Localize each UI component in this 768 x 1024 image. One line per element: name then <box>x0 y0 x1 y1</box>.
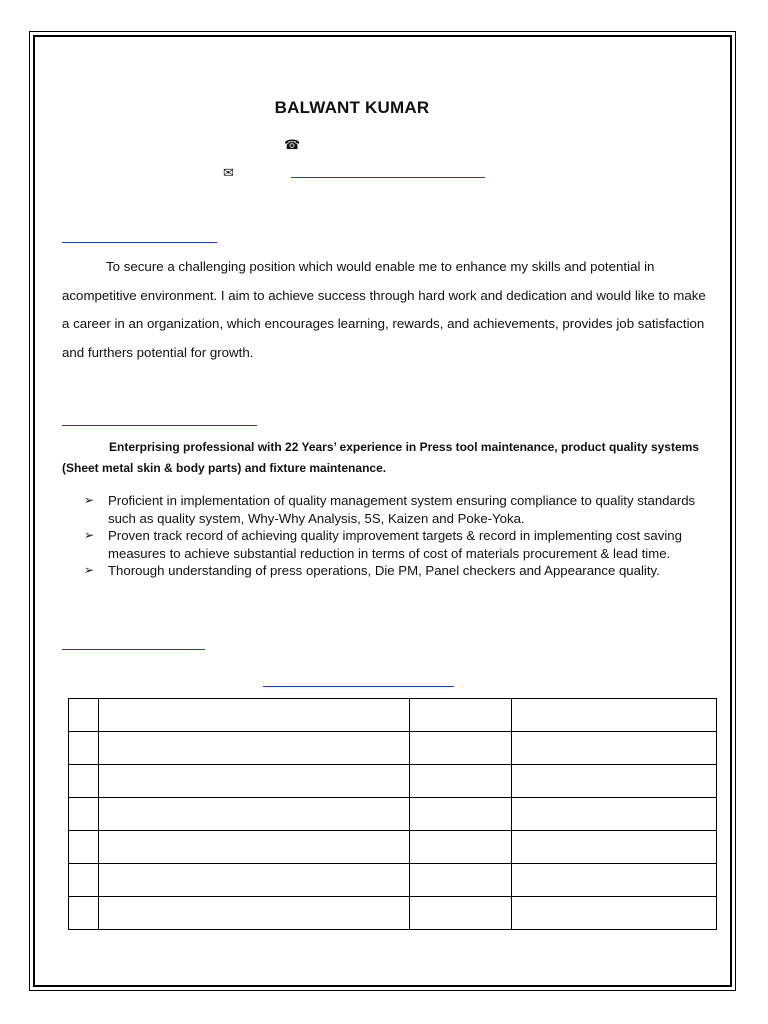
table-cell <box>99 765 410 798</box>
list-item: ➢ Proficient in implementation of quality management system ensuring compliance to quality standards such as quality system, Why-Why Analysis, 5S, Kaizen and Poke-Yoka. <box>84 493 696 526</box>
phone-icon: ☎ <box>284 137 301 152</box>
table-cell <box>410 798 512 831</box>
table-row <box>69 699 717 732</box>
table-cell <box>410 765 512 798</box>
table-cell <box>512 864 717 897</box>
table-row <box>69 864 717 897</box>
table-cell <box>512 732 717 765</box>
table-cell <box>410 864 512 897</box>
table-cell <box>99 897 410 930</box>
arrow-bullet-icon: ➢ <box>84 563 95 577</box>
table-cell <box>99 864 410 897</box>
table-cell <box>69 765 99 798</box>
table-cell <box>410 699 512 732</box>
objective-paragraph <box>62 253 710 367</box>
table-cell <box>69 798 99 831</box>
summary-heading-underline <box>62 425 257 426</box>
table-cell <box>512 699 717 732</box>
summary-intro <box>62 437 710 479</box>
education-heading-underline <box>62 649 205 650</box>
table-cell <box>410 897 512 930</box>
table-cell <box>410 732 512 765</box>
email-link-underline[interactable] <box>291 177 485 178</box>
arrow-bullet-icon: ➢ <box>84 493 95 507</box>
table-cell <box>69 897 99 930</box>
table-cell <box>512 765 717 798</box>
table-cell <box>99 699 410 732</box>
table-row <box>69 732 717 765</box>
table-cell <box>512 798 717 831</box>
table-cell <box>410 831 512 864</box>
table-title-underline <box>263 686 454 687</box>
table-cell <box>99 831 410 864</box>
objective-text: To secure a challenging position which would enable me to enhance my skills and potential in acompetitive environment. I aim to achieve success through hard work and dedication and would like to make a career in an organization, which encourages learning, rewards, and achievements, provides job satisfaction and furthers potential for growth. <box>62 259 706 360</box>
list-item: ➢ Proven track record of achieving quality improvement targets & record in implementing cost saving measures to achieve substantial reduction in terms of cost of materials procurement & lead time. <box>84 528 682 561</box>
table-cell <box>512 831 717 864</box>
table-cell <box>512 897 717 930</box>
table-cell <box>69 864 99 897</box>
table-row <box>69 765 717 798</box>
table-row <box>69 897 717 930</box>
candidate-name: BALWANT KUMAR <box>274 98 430 117</box>
arrow-bullet-icon: ➢ <box>84 528 95 542</box>
table-cell <box>69 699 99 732</box>
objective-heading-underline <box>62 242 217 243</box>
list-item: ➢ Thorough understanding of press operations, Die PM, Panel checkers and Appearance quality. <box>84 563 660 578</box>
envelope-icon: ✉ <box>223 165 234 180</box>
table-cell <box>99 732 410 765</box>
table-cell <box>69 732 99 765</box>
table-row <box>69 798 717 831</box>
summary-intro-text: Enterprising professional with 22 Years’ experience in Press tool maintenance, product quality systems (Sheet metal skin & body parts) and fixture maintenance. <box>62 440 699 475</box>
summary-bullet-list <box>84 492 704 580</box>
education-table <box>68 698 717 930</box>
table-row <box>69 831 717 864</box>
table-cell <box>69 831 99 864</box>
table-cell <box>99 798 410 831</box>
